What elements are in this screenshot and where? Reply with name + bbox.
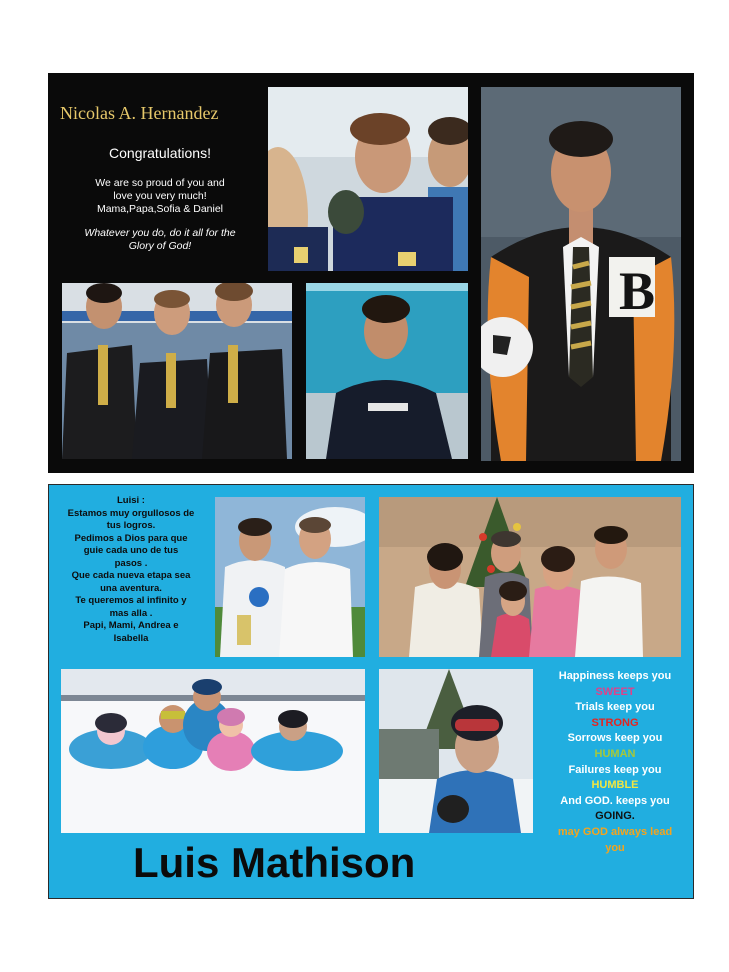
- poem-line: Happiness keeps you: [558, 670, 672, 682]
- poem-line: Failures keep you: [568, 763, 662, 776]
- message-line: Mama,Papa,Sofia & Daniel: [96, 203, 224, 215]
- poem-line: STRONG: [591, 716, 639, 729]
- message-line: Que cada nueva etapa sea: [71, 570, 191, 581]
- classmates-photo: [62, 283, 292, 459]
- message-line: Te queremos al infinito y: [75, 595, 187, 606]
- ski-helmet-photo: [379, 669, 533, 833]
- message-line: Estamos muy orgullosos de: [67, 507, 195, 519]
- message-line: pasos .: [114, 557, 148, 569]
- poem-line: GOING.: [595, 810, 635, 823]
- poem-line: you: [605, 841, 625, 854]
- bottom-ad-panel: [48, 484, 694, 899]
- message-line: tus logros.: [106, 520, 156, 531]
- trophy-photo: [215, 497, 365, 657]
- message-line: guie cada uno de tus: [83, 545, 179, 556]
- inspirational-poem: [541, 669, 689, 856]
- congratulations-heading: Congratulations!: [109, 145, 211, 161]
- quote-line: Whatever you do, do it all for the: [84, 227, 236, 239]
- message-line: una aventura.: [100, 582, 162, 594]
- graduate-name: Luis Mathison: [133, 839, 416, 886]
- poem-line: SWEET: [595, 685, 635, 698]
- snow-kids-photo: [61, 669, 365, 833]
- soccer-team-photo: [268, 87, 468, 271]
- honoree-name: Nicolas A. Hernandez: [60, 103, 219, 123]
- bible-quote: [60, 227, 260, 253]
- poem-line: may GOD always lead: [557, 825, 673, 838]
- svg-text:B: B: [619, 261, 656, 321]
- spanish-family-message: [55, 495, 207, 645]
- message-line: love you very much!: [113, 190, 207, 202]
- message-line: Isabella: [113, 632, 149, 644]
- family-message: [60, 177, 260, 216]
- poem-line: Trials keep you: [575, 701, 655, 714]
- poem-line: HUMAN: [594, 747, 636, 760]
- poem-line: And GOD. keeps you: [560, 794, 670, 807]
- message-line: We are so proud of you and: [95, 177, 225, 189]
- message-line: mas alla .: [109, 607, 153, 619]
- message-line: Papi, Mami, Andrea e: [83, 620, 179, 631]
- top-ad-panel: [48, 73, 694, 473]
- message-line: Luisi :: [117, 495, 145, 506]
- boat-sea-photo: [306, 283, 468, 459]
- letter-jacket-portrait: [481, 87, 681, 461]
- message-line: Pedimos a Dios para que: [74, 532, 188, 544]
- christmas-family-photo: [379, 497, 681, 657]
- quote-line: Glory of God!: [128, 240, 192, 252]
- poem-line: Sorrows keep you: [567, 732, 663, 745]
- poem-line: HUMBLE: [591, 779, 639, 792]
